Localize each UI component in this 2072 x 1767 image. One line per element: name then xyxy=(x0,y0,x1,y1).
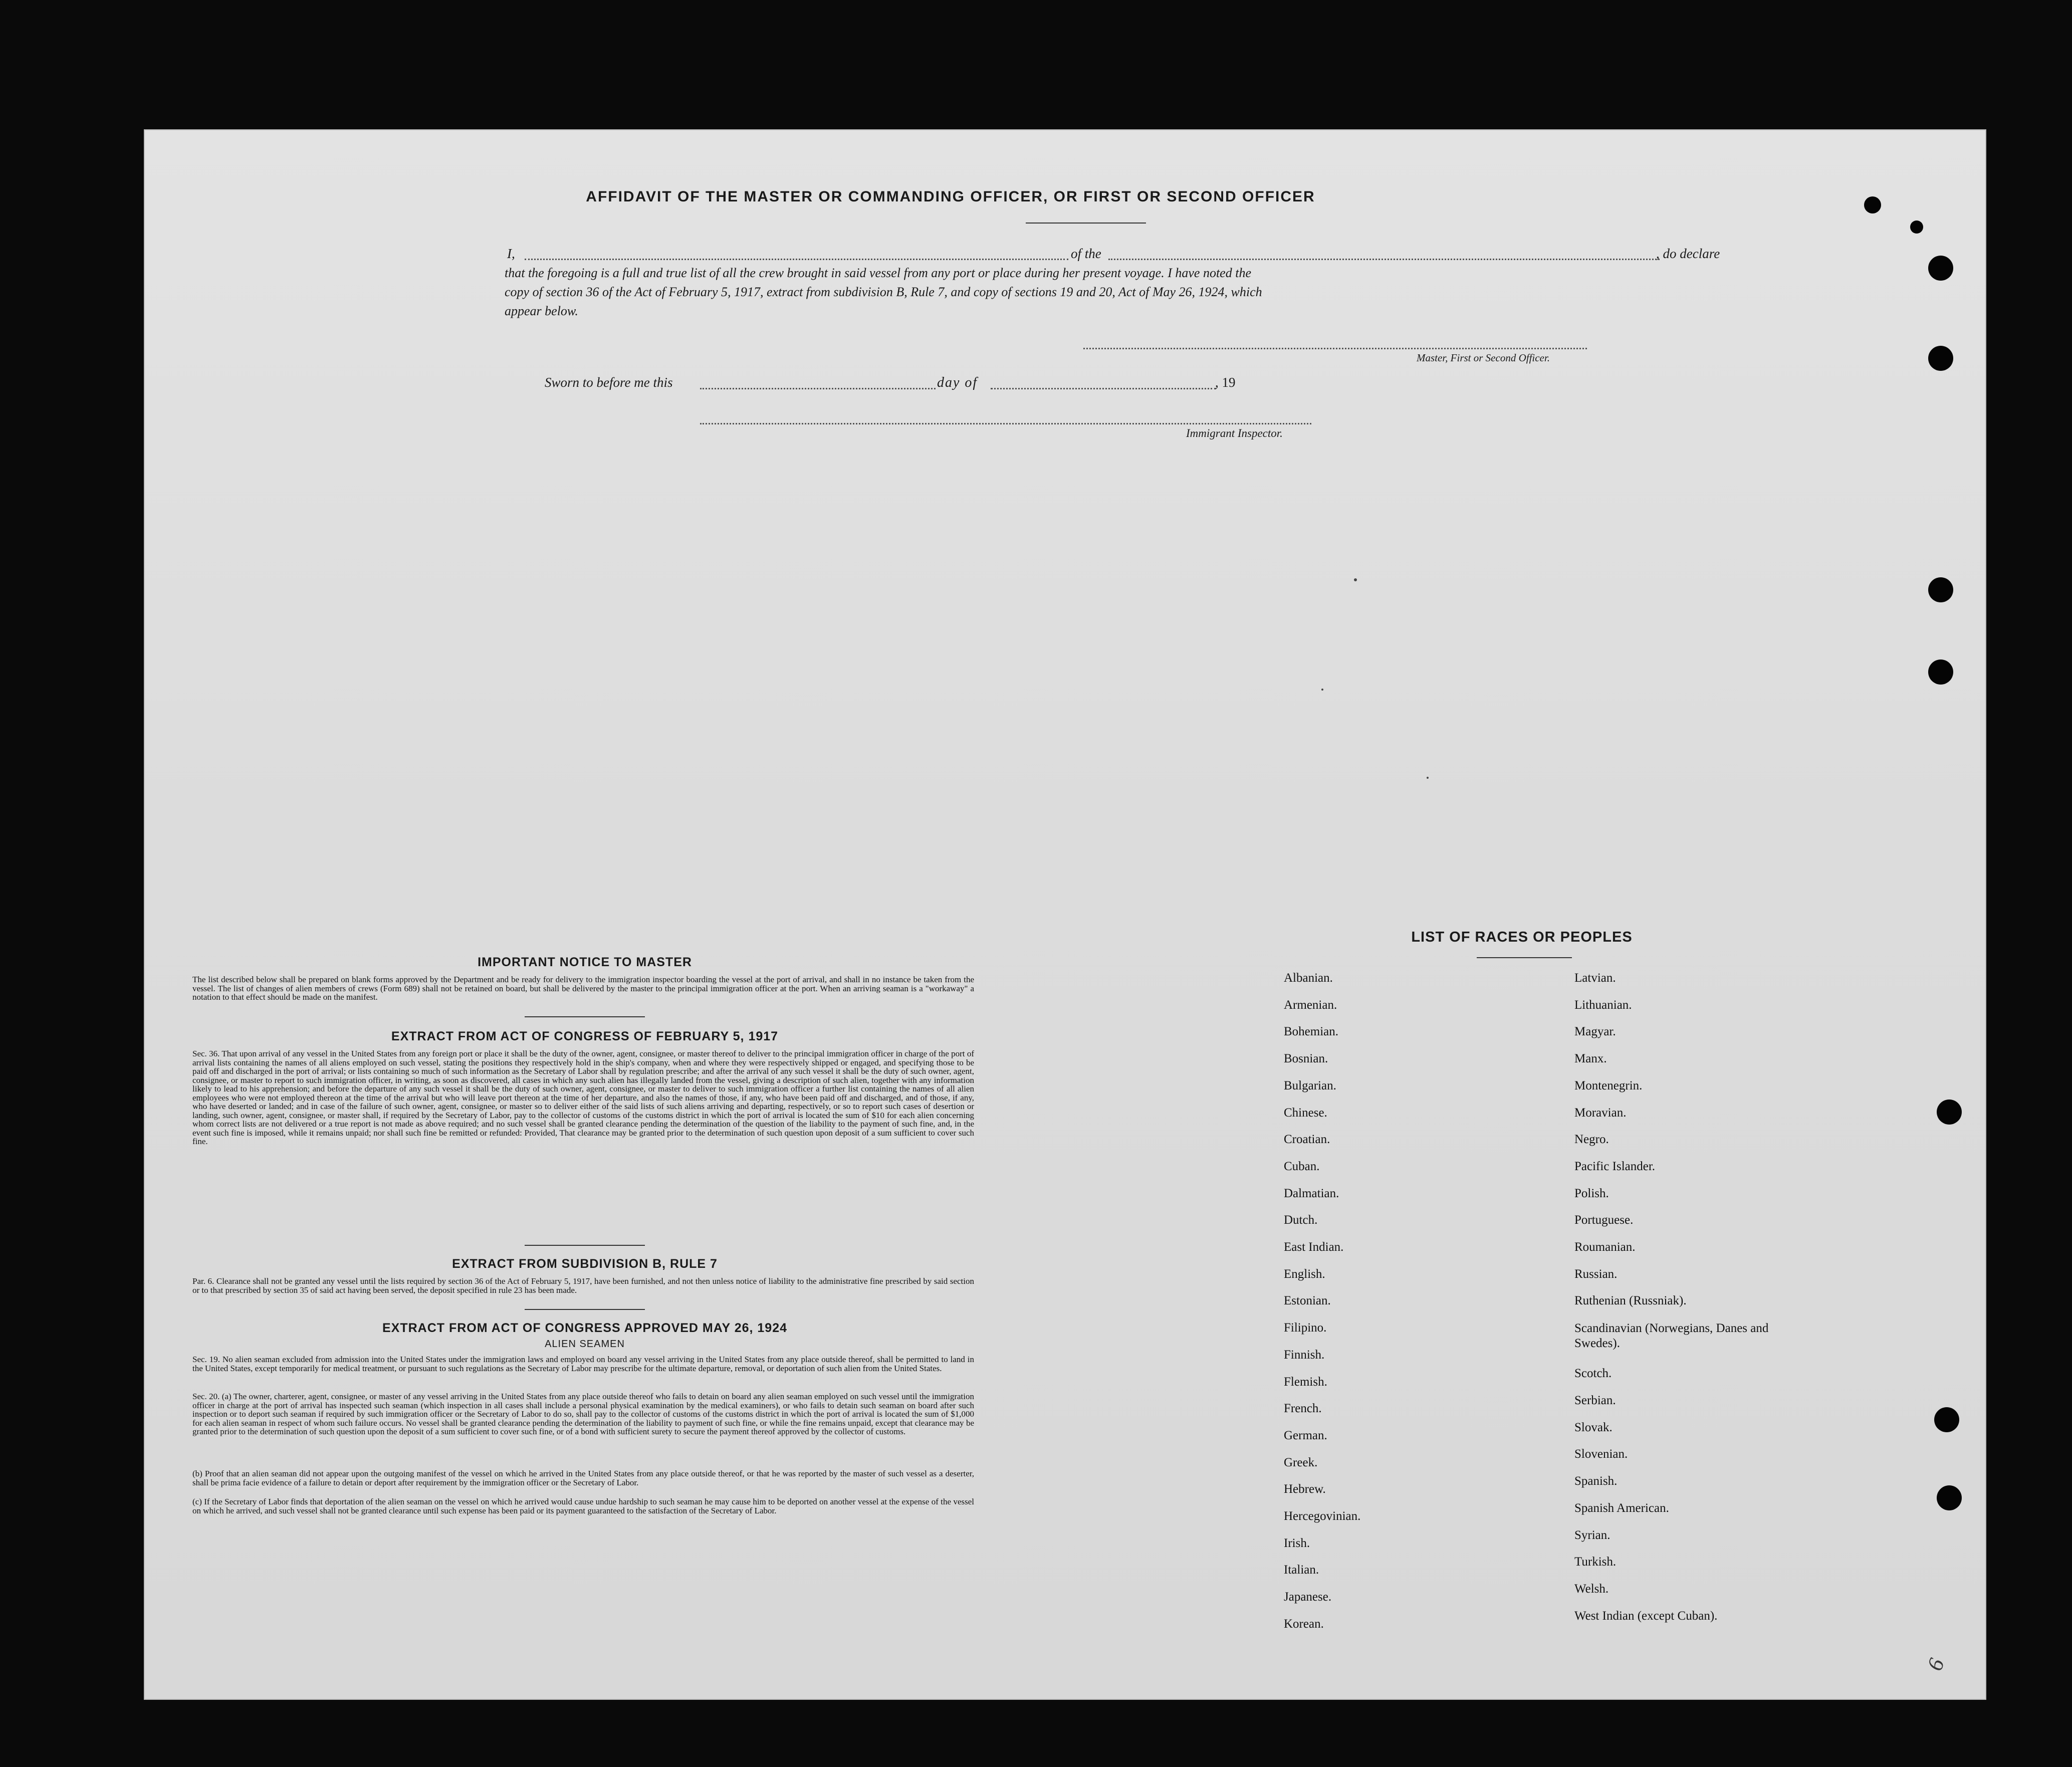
race-item: Pacific Islander. xyxy=(1574,1159,1656,1173)
affidavit-line2: that the foregoing is a full and true list of all the crew brought in said vessel from any port or place during her present voyage. I have noted the xyxy=(505,266,1251,280)
race-item: German. xyxy=(1284,1428,1327,1442)
day-blank[interactable] xyxy=(700,388,936,389)
race-item: Hercegovinian. xyxy=(1284,1509,1361,1523)
divider-1 xyxy=(525,1016,645,1017)
extract-1917-title: EXTRACT FROM ACT OF CONGRESS OF FEBRUARY 5, 1917 xyxy=(391,1029,779,1043)
race-item: Welsh. xyxy=(1574,1582,1609,1596)
race-item: Portuguese. xyxy=(1574,1213,1634,1227)
vessel-blank[interactable] xyxy=(1108,259,1660,260)
race-item: Syrian. xyxy=(1574,1528,1610,1542)
divider-3 xyxy=(525,1309,645,1310)
race-item: Scotch. xyxy=(1574,1367,1612,1381)
specks xyxy=(1427,777,1429,779)
specks xyxy=(1354,578,1357,581)
affidavit-line4: appear below. xyxy=(505,304,578,318)
specks xyxy=(1321,689,1323,691)
race-item: Spanish. xyxy=(1574,1474,1618,1488)
race-item: Finnish. xyxy=(1284,1348,1325,1362)
race-item: Croatian. xyxy=(1284,1133,1330,1147)
affidavit-title: AFFIDAVIT OF THE MASTER OR COMMANDING OFFICER, OR FIRST OR SECOND OFFICER xyxy=(586,188,1315,205)
race-item: Slovenian. xyxy=(1574,1447,1628,1461)
punch-hole xyxy=(1928,256,1953,281)
sworn-text: Sworn to before me this xyxy=(545,375,673,390)
race-item: Bulgarian. xyxy=(1284,1078,1336,1092)
punch-hole xyxy=(1928,577,1953,602)
race-item: Roumanian. xyxy=(1574,1240,1636,1254)
race-item: Ruthenian (Russniak). xyxy=(1574,1294,1687,1308)
race-item: Manx. xyxy=(1574,1052,1607,1066)
race-item: Flemish. xyxy=(1284,1375,1327,1389)
master-signature-line[interactable] xyxy=(1083,348,1587,349)
race-item: Turkish. xyxy=(1574,1555,1617,1569)
document-page xyxy=(144,129,1986,1700)
race-item: Russian. xyxy=(1574,1267,1618,1281)
races-title: LIST OF RACES OR PEOPLES xyxy=(1411,929,1633,945)
race-item: Latvian. xyxy=(1574,971,1616,985)
race-item: Scandinavian (Norwegians, Danes and Swedes). xyxy=(1574,1321,1769,1351)
extract-1924-sec20c: (c) If the Secretary of Labor finds that deportation of the alien seaman on the vessel on which he arrived would cause undue hardship to such seaman he may cause him to be deported on another vessel at the expense of the vessel on which he arrived, and such vessel shall not be granted clearance until such expense has been paid or its payment guaranteed to the satisfaction of the Secretary of Labor. xyxy=(192,1497,974,1515)
punch-hole xyxy=(1937,1485,1962,1510)
race-item: Irish. xyxy=(1284,1536,1310,1550)
race-item: Magyar. xyxy=(1574,1025,1616,1039)
month-blank[interactable] xyxy=(991,388,1216,389)
extract-1924-sec19: Sec. 19. No alien seaman excluded from admission into the United States under the immigration laws and employed on board any vessel arriving in the United States from any place outside thereof, shall be permitted to land in the United States, except temporarily for medical treatment, or pursuant to such regulations as the Secretary of Labor may prescribe for the ultimate departure, removal, or deportation of such alien from the United States. xyxy=(192,1355,974,1373)
extract-1924-sec20b: (b) Proof that an alien seaman did not appear upon the outgoing manifest of the vessel on which he arrived in the United States from any place outside thereof, or that he was reported by the master of such vessel as a deserter, shall be prima facie evidence of a failure to detain or deport after requirement by the immigration officer or the Secretary of Labor. xyxy=(192,1469,974,1487)
race-item: Korean. xyxy=(1284,1617,1324,1631)
race-item: Greek. xyxy=(1284,1455,1318,1469)
race-item: Spanish American. xyxy=(1574,1501,1669,1515)
master-signature-caption: Master, First or Second Officer. xyxy=(1417,352,1550,364)
race-item: Lithuanian. xyxy=(1574,998,1632,1012)
race-item: Bohemian. xyxy=(1284,1025,1339,1039)
race-item: French. xyxy=(1284,1402,1322,1416)
race-item: Japanese. xyxy=(1284,1590,1332,1604)
extract-rule7-title: EXTRACT FROM SUBDIVISION B, RULE 7 xyxy=(452,1257,718,1271)
affidavit-do-declare: , do declare xyxy=(1656,246,1720,261)
extract-rule7-body: Par. 6. Clearance shall not be granted any vessel until the lists required by section 36 of the Act of February 5, 1917, have been furnished, and not then unless notice of liability to the administrative fine prescribed by said section or to that prescribed by section 35 of said act having been served, the deposit specified in rule 23 has been made. xyxy=(192,1276,974,1295)
race-item: Montenegrin. xyxy=(1574,1078,1643,1092)
punch-hole xyxy=(1937,1099,1962,1125)
race-item: Hebrew. xyxy=(1284,1482,1326,1496)
extract-1917-body: Sec. 36. That upon arrival of any vessel in the United States from any foreign port or place it shall be the duty of the owner, agent, consignee, or master thereof to deliver to the principal immigration officer in charge of the port of arrival lists containing the names of all aliens employed on such vessel, stating the positions they respectively hold in the ship's company, when and where they were respectively shipped or engaged, and specifying those to be paid off and discharged in the port of arrival; or lists containing so much of such information as the Secretary of Labor shall by regulation prescribe; and after the arrival of any such vessel it shall be the duty of such owner, agent, consignee, or master to report to such immigration officer, in writing, as soon as discovered, all cases in which any such alien has illegally landed from the vessel, giving a description of such alien, together with any information likely to lead to his apprehension; and before the departure of any such vessel it shall be the duty of such owner, agent, consignee, or master to deliver to such immigration officer a further list containing the names of all alien employees who were not employed thereon at the time of the arrival but who will leave port thereon at the time of her departure, and also the names of those, if any, who have been paid off and discharged, and of those, if any, who have deserted or landed; and in case of the failure of such owner, agent, consignee, or master so to deliver either of the said lists of such aliens arriving and departing, respectively, or so to report such cases of desertion or landing, such owner, agent, consignee, or master shall, if required by the Secretary of Labor, pay to the collector of customs of the customs district in which the port of arrival is located the sum of $10 for each alien concerning whom correct lists are not delivered or a true report is not made as above required; and no such vessel shall be granted clearance pending the determination of the question of the liability to the payment of such fine, and, in the event such fine is imposed, while it remains unpaid; nor shall such fine be remitted or refunded: Provided, That clearance may be granted prior to the determination of such question upon deposit of a sum sufficient to cover such fine. xyxy=(192,1049,974,1146)
race-item: West Indian (except Cuban). xyxy=(1574,1609,1718,1623)
extract-1924-sec20a: Sec. 20. (a) The owner, charterer, agent, consignee, or master of any vessel arriving in the United States from any place outside thereof who fails to detain on board any alien seaman employed on such vessel until the immigration officer in charge at the port of arrival has inspected such seaman (which inspection in all cases shall include a personal physical examination by the medical examiners), or who fails to detain such seaman on board after such inspection or to deport such seaman if required by such immigration officer or the Secretary of Labor to do so, shall pay to the collector of customs of the customs district in which the port of arrival is located the sum of $1,000 for each alien seaman in respect of whom such failure occurs. No vessel shall be granted clearance pending the determination of the liability to payment of such fine, or while the fine remains unpaid, except that clearance may be granted prior to the determination of such question upon the deposit of a sum sufficient to cover such fine, or of a bond with sufficient surety to secure the payment thereof approved by the collector of customs. xyxy=(192,1392,974,1436)
name-blank[interactable] xyxy=(525,259,1068,260)
day-of-text: day of xyxy=(937,375,978,390)
race-item: English. xyxy=(1284,1267,1325,1281)
race-item: Moravian. xyxy=(1574,1106,1627,1120)
races-underline xyxy=(1477,957,1572,958)
affidavit-i: I, xyxy=(507,246,515,261)
race-item: Italian. xyxy=(1284,1563,1319,1577)
extract-1924-title: EXTRACT FROM ACT OF CONGRESS APPROVED MAY 26, 1924 xyxy=(382,1321,788,1335)
race-item: Cuban. xyxy=(1284,1159,1320,1173)
race-item: Negro. xyxy=(1574,1133,1609,1147)
punch-hole xyxy=(1934,1407,1959,1432)
year-prefix: , 19 xyxy=(1215,375,1236,390)
punch-hole xyxy=(1928,659,1953,685)
affidavit-of-the: of the xyxy=(1071,246,1101,261)
race-item: Slovak. xyxy=(1574,1420,1613,1434)
race-item: East Indian. xyxy=(1284,1240,1344,1254)
divider-2 xyxy=(525,1245,645,1246)
race-item: Armenian. xyxy=(1284,998,1337,1012)
race-item: Polish. xyxy=(1574,1186,1609,1200)
race-item: Estonian. xyxy=(1284,1294,1331,1308)
race-item: Albanian. xyxy=(1284,971,1333,985)
affidavit-line3: copy of section 36 of the Act of February 5, 1917, extract from subdivision B, Rule 7, and copy of sections 19 and 20, Act of May 26, 1924, which xyxy=(505,285,1262,299)
race-item: Bosnian. xyxy=(1284,1052,1328,1066)
margin-mark: 6 xyxy=(1922,1655,1949,1674)
race-item: Chinese. xyxy=(1284,1106,1327,1120)
race-item: Filipino. xyxy=(1284,1321,1327,1335)
punch-hole xyxy=(1928,346,1953,371)
inspector-signature-line[interactable] xyxy=(700,423,1311,424)
race-item: Dutch. xyxy=(1284,1213,1318,1227)
punch-hole xyxy=(1864,196,1881,213)
race-item: Dalmatian. xyxy=(1284,1186,1339,1200)
alien-seamen-subtitle: ALIEN SEAMEN xyxy=(545,1339,625,1350)
punch-hole xyxy=(1910,220,1923,234)
race-item: Serbian. xyxy=(1574,1394,1616,1408)
notice-body: The list described below shall be prepared on blank forms approved by the Department and be ready for delivery to the immigration inspector boarding the vessel at the port of arrival, and shall in no instance be taken from the vessel. The list of changes of alien members of crews (Form 689) shall not be retained on board, but shall be delivered by the master to the principal immigration officer at the port. When an arriving seaman is a "workaway" a notation to that effect should be made on the manifest. xyxy=(192,975,974,1002)
notice-title: IMPORTANT NOTICE TO MASTER xyxy=(478,955,692,969)
title-underline xyxy=(1026,223,1146,224)
inspector-caption: Immigrant Inspector. xyxy=(1186,427,1283,439)
